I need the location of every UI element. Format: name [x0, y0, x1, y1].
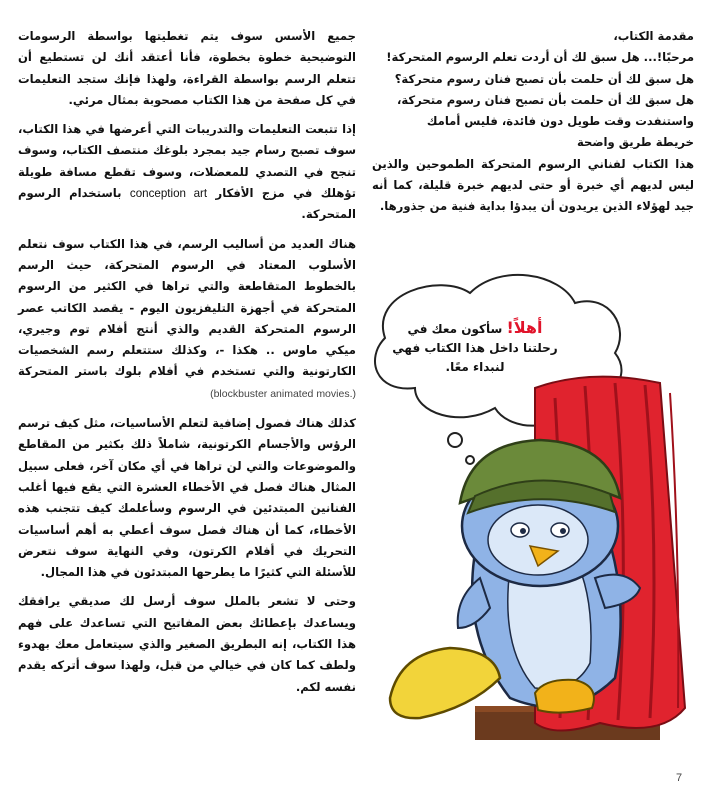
paragraph-1: جميع الأسس سوف يتم تغطيتها بواسطة الرسومات التوضيحية خطوة بخطوة، فأنا أعتقد أنك لن تستطيع أن تتعلم الرسم بواسطة القراءة، ولهذا فإنك ستجد التعليمات في كل صفحة من هذا الكتاب مصحوبة بمثال مرئي. [18, 29, 356, 107]
paragraph-2-text-a: إذا تتبعت التعليمات والتدريبات التي أعرضها في هذا الكتاب، سوف تصبح رسام جيد بمجرد بلوغك منتصف الكتاب، وسوف تنجح في التصدي للمعضلات، وسوف تقطع مسافة طويلة تؤهلك في مزج الأفكار [18, 122, 356, 201]
paragraph-2 [18, 119, 356, 225]
page-number: 7 [676, 772, 683, 784]
paragraph-3-text: هناك العديد من أساليب الرسم، في هذا الكتاب سوف نتعلم الأسلوب المعتاد في الرسوم المتحركة، حيث الرسم بالخطوط المتقاطعة والتي تراها في الكثير من الرسوم المتحركة في أجهزة التليفزيون اليوم - يقصد الكاتب عصر الرسوم المتحركة القديم والذي أنتج أفلام توم وجيري، ميكي ماوس .. هكذا -، وكذلك ستتعلم رسم الشخصيات الكارتونية والتي تستخدم في أفلام بلوك باستر المتحركة [18, 236, 356, 379]
paragraph-2-text-b: باستخدام الرسوم المتحركة. [18, 186, 356, 222]
intro-line-5: خريطة طريق واضحة [576, 135, 694, 150]
paragraph-5: وحتى لا تشعر بالملل سوف أرسل لك صديقي يرافقك ويساعدك بإعطائك بعض المفاتيح التي تساعدك على فهم هذا الكتاب، إنه البطريق الصغير والذي سيتعامل معك بهدوء ولطف كما كان في خيالي من قبل، ولهذا سوف أتركه يقدم نفسه لكم. [18, 594, 356, 694]
intro-paragraph: هذا الكتاب لفناني الرسوم المتحركة الطموحين والذين ليس لديهم أي خبرة أو حتى لديهم خبرة قليلة، كما أنه جيد لهؤلاء الذين يريدون أن يبدؤا بداية فنية من جذورها. [372, 156, 694, 214]
speech-bubble-text [390, 318, 560, 377]
intro-column [372, 26, 694, 226]
main-column [18, 26, 356, 706]
intro-line-2: هل سبق لك أن حلمت بأن تصبح فنان رسوم متحركة؟ [394, 71, 694, 86]
speech-hello: أهلاً! [506, 318, 543, 337]
paragraph-3-latin: (blockbuster animated movies.) [210, 387, 356, 400]
intro-line-4: واستنفدت وقت طويل دون فائدة، فليس أمامك [426, 114, 694, 129]
intro-heading: مقدمة الكتاب، [613, 29, 694, 43]
paragraph-4: كذلك هناك فصول إضافية لتعلم الأساسيات، مثل كيف ترسم الرؤس والأجسام الكرتونية، شاملاً ذلك بكثير من المقاطع والموضوعات والتي لن تراها في أي مكان آخر، فعلى سبيل المثال هناك فصل في الأخطاء العشرة التي يقع فيها أغلب الفنانين المبتدئين في الرسوم وسأعلمك كيف تتجنب هذه الأخطاء، كما أن هناك فصل سوف أعطي به أهم أساسيات التحريك في أفلام الكرتون، وفي النهاية سوف نتعرض للأسئلة التي كثيرًا ما يطرحها المبتدئون في هذا المجال. [18, 416, 356, 580]
intro-line-1: مرحبًا!... هل سبق لك أن أردت تعلم الرسوم المتحركة! [386, 50, 694, 65]
paragraph-3 [18, 234, 356, 405]
paragraph-2-latin: conception art [129, 187, 208, 201]
intro-line-3: هل سبق لك أن حلمت بأن تصبح فنان رسوم متحركة، [397, 92, 694, 107]
speech-body: سأكون معك في رحلتنا داخل هذا الكتاب فهي لنبداء معًا. [392, 322, 558, 374]
